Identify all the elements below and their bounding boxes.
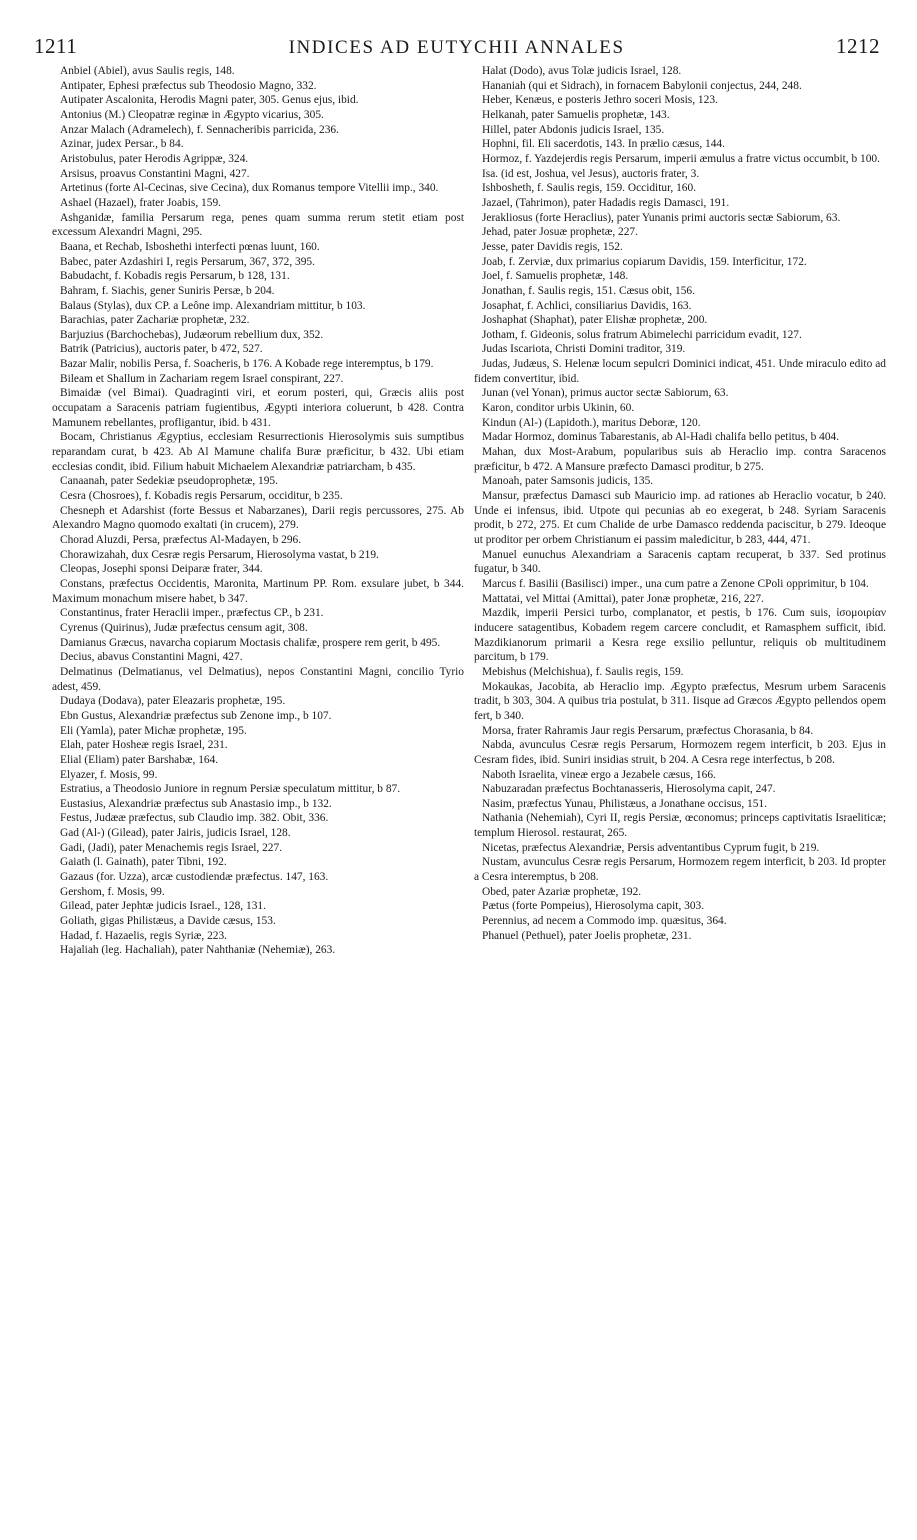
index-entry: Barjuzius (Barchochebas), Judæorum rebellium dux, 352. <box>60 328 324 341</box>
index-entry: Bileam et Shallum in Zachariam regem Israel conspirant, 227. <box>60 372 344 385</box>
index-entry: Elial (Eliam) pater Barshabæ, 164. <box>60 753 219 766</box>
right-page-number: 1212 <box>836 34 880 58</box>
index-entry: Azinar, judex Persar., b 84. <box>60 138 184 151</box>
index-entry: Hormoz, f. Yazdejerdis regis Persarum, imperii æmulus a fratre victus occumbit, b 100. <box>482 152 880 165</box>
index-entry: Manuel eunuchus Alexandriam a Saracenis captam recuperat, b 337. Sed protinus fugatur, b 340. <box>474 548 886 576</box>
index-entry: Gilead, pater Jephtæ judicis Israel., 128, 131. <box>60 900 266 913</box>
index-entry: Canaanah, pater Sedekiæ pseudoprophetæ, 195. <box>60 475 278 488</box>
index-entry: Constans, præfectus Occidentis, Maronita, Martinum PP. Rom. exsulare jubet, b 344. Maximum monachum misere habet, b 347. <box>52 577 464 605</box>
index-entry: Cesra (Chosroes), f. Kobadis regis Persarum, occiditur, b 235. <box>60 490 343 503</box>
index-entry: Mebishus (Melchishua), f. Saulis regis, 159. <box>482 665 684 678</box>
index-entry: Dudaya (Dodava), pater Eleazaris prophetæ, 195. <box>60 695 286 708</box>
index-entry: Mokaukas, Jacobita, ab Heraclio imp. Ægypto præfectus, Mesrum urbem Saracenis tradit, b 303, 304. A quibus tria postulat, b 311. Iisque ad Græcos Ægypto pellendos opem fert, b 340. <box>474 680 886 722</box>
index-entry: Elah, pater Hosheæ regis Israel, 231. <box>60 739 228 752</box>
index-entry: Eustasius, Alexandriæ præfectus sub Anastasio imp., b 132. <box>60 797 332 810</box>
index-entry: Bazar Malir, nobilis Persa, f. Soacheris, b 176. A Kobade rege interemptus, b 179. <box>60 358 434 371</box>
index-entry: Nabda, avunculus Cesræ regis Persarum, Hormozem regem interficit, b 203. Ejus in Cesram fides, ibid. Suniri insidias struit, b 204. A Cesra rege interfectus, b 208. <box>474 739 886 766</box>
index-entry: Damianus Græcus, navarcha copiarum Moctasis chalifæ, prospere rem gerit, b 495. <box>60 636 441 649</box>
index-entry: Heber, Kenæus, e posteris Jethro soceri Mosis, 123. <box>482 94 718 107</box>
index-entry: Elyazer, f. Mosis, 99. <box>60 768 158 781</box>
index-entry: Batrik (Patricius), auctoris pater, b 472, 527. <box>60 343 263 356</box>
index-entry: Baana, et Rechab, Isboshethi interfecti pœnas luunt, 160. <box>60 240 320 253</box>
index-entry: Gershom, f. Mosis, 99. <box>60 885 165 898</box>
index-entry: Josaphat, f. Achlici, consiliarius Davidis, 163. <box>482 299 692 312</box>
index-entry: Bahram, f. Siachis, gener Suniris Persæ, b 204. <box>60 284 275 297</box>
index-entry: Mahan, dux Most-Arabum, popularibus suis ab Heraclio imp. contra Saracenos præficitur, b 472. A Mansure præfecto Damasci proditur, b 275. <box>474 446 886 473</box>
index-entry: Hophni, fil. Eli sacerdotis, 143. In prælio cæsus, 144. <box>482 138 725 151</box>
index-entry: Junan (vel Yonan), primus auctor sectæ Sabiorum, 63. <box>482 387 729 400</box>
index-entry: Hillel, pater Abdonis judicis Israel, 135. <box>482 123 665 136</box>
index-entry: Morsa, frater Rahramis Jaur regis Persarum, præfectus Chorasania, b 84. <box>482 724 814 737</box>
index-entry: Goliath, gigas Philistæus, a Davide cæsus, 153. <box>60 915 276 928</box>
index-entry: Madar Hormoz, dominus Tabarestanis, ab Al-Hadi chalifa bello petitus, b 404. <box>482 431 840 444</box>
index-entry: Kindun (Al-) (Lapidoth.), maritus Deboræ, 120. <box>482 416 701 429</box>
index-entry: Nicetas, præfectus Alexandriæ, Persis adventantibus Cyprum fugit, b 219. <box>482 841 820 854</box>
index-entry: Karon, conditor urbis Ukinin, 60. <box>482 402 635 415</box>
index-entry: Jehad, pater Josuæ prophetæ, 227. <box>482 226 638 239</box>
index-entry: Estratius, a Theodosio Juniore in regnum Persiæ speculatum mittitur, b 87. <box>60 783 401 796</box>
index-entry: Joab, f. Zerviæ, dux primarius copiarum Davidis, 159. Interficitur, 172. <box>482 255 807 268</box>
index-entry: Judas, Judæus, S. Helenæ locum sepulcri Dominici indicat, 451. Unde miraculo edito ad fidem convertitur, ibid. <box>474 358 886 385</box>
index-entry: Manoah, pater Samsonis judicis, 135. <box>482 475 654 488</box>
index-entry: Cyrenus (Quirinus), Judæ præfectus censum agit, 308. <box>60 621 308 634</box>
index-entry: Hadad, f. Hazaelis, regis Syriæ, 223. <box>60 929 228 942</box>
index-entry: Ishbosheth, f. Saulis regis, 159. Occiditur, 160. <box>482 182 697 195</box>
index-entry: Obed, pater Azariæ prophetæ, 192. <box>482 885 642 898</box>
index-entry: Helkanah, pater Samuelis prophetæ, 143. <box>482 108 670 121</box>
index-entry: Jonathan, f. Saulis regis, 151. Cæsus obit, 156. <box>482 284 695 297</box>
index-entry: Babudacht, f. Kobadis regis Persarum, b 128, 131. <box>60 270 290 283</box>
index-entry: Bimaidæ (vel Bimai). Quadraginti viri, et eorum posteri, qui, Græcis aliis post occupatam a Saracenis patriam fugientibus, Ægypti interiora coluerunt, b 428. Contra Mamunem rebellantes, profligantur, ibid. b 431. <box>52 387 464 429</box>
index-entry: Bocam, Christianus Ægyptius, ecclesiam Resurrectionis Hierosolymis suis sumptibus reparandam curat, b 423. Ab Al Mamune chalifa Buræ præficitur, b 432. Ubi etiam ecclesias condit, ibid. Filium habuit Michaelem Alexandriæ patriarcham, b 435. <box>52 431 464 473</box>
index-entry: Gaiath (l. Gainath), pater Tibni, 192. <box>60 856 227 869</box>
index-entry: Naboth Israelita, vineæ ergo a Jezabele cæsus, 166. <box>482 768 716 781</box>
index-entry: Chorad Aluzdi, Persa, præfectus Al-Madayen, b 296. <box>60 534 302 546</box>
index-entry: Nathania (Nehemiah), Cyri II, regis Persiæ, œconomus; princeps captivitatis Israeliticæ; templum Hierosol. restaurat, 265. <box>474 812 886 840</box>
index-entry: Decius, abavus Constantini Magni, 427. <box>60 651 243 664</box>
index-entry: Phanuel (Pethuel), pater Joelis prophetæ, 231. <box>482 929 692 942</box>
index-entry: Isa. (id est, Joshua, vel Jesus), auctoris frater, 3. <box>482 167 700 180</box>
index-entry: Gazaus (for. Uzza), arcæ custodiendæ præfectus. 147, 163. <box>60 871 329 884</box>
index-entry: Antonius (M.) Cleopatræ reginæ in Ægypto vicarius, 305. <box>60 108 324 121</box>
index-entry: Cleopas, Josephi sponsi Deiparæ frater, 344. <box>60 563 263 576</box>
index-entry: Halat (Dodo), avus Tolæ judicis Israel, 128. <box>482 65 682 77</box>
index-entry: Gadi, (Jadi), pater Menachemis regis Israel, 227. <box>60 841 283 854</box>
index-entry: Ashael (Hazael), frater Joabis, 159. <box>60 196 221 209</box>
index-entry: Hananiah (qui et Sidrach), in fornacem Babylonii conjectus, 244, 248. <box>482 79 802 92</box>
index-entry: Mattatai, vel Mittai (Amittai), pater Jonæ prophetæ, 216, 227. <box>482 592 764 605</box>
index-entry: Nasim, præfectus Yunau, Philistæus, a Jonathane occisus, 151. <box>482 797 767 810</box>
index-entry: Jotham, f. Gideonis, solus fratrum Abimelechi parricidum evadit, 127. <box>482 328 802 341</box>
page-title: INDICES AD EUTYCHII ANNALES <box>288 37 625 58</box>
index-entry: Chesneph et Adarshist (forte Bessus et Nabarzanes), Darii regis percussores, 275. Ab Alexandro Magno quomodo exaltati (in crucem), 279. <box>52 504 464 532</box>
index-entry: Marcus f. Basilii (Basilisci) imper., una cum patre a Zenone CPoli opprimitur, b 104. <box>482 577 869 590</box>
right-index-column <box>474 64 886 1464</box>
index-entry: Constantinus, frater Heraclii imper., præfectus CP., b 231. <box>60 607 324 620</box>
index-entry: Ashganidæ, familia Persarum rega, penes quam summa rerum stetit etiam post excessum Alexandri Magni, 295. <box>52 211 464 239</box>
index-entry: Nustam, avunculus Cesræ regis Persarum, Hormozem regem interficit, b 203. Id propter a Cesra interemptus, b 208. <box>474 856 886 884</box>
index-entry: Judas Iscariota, Christi Domini traditor, 319. <box>482 343 686 356</box>
left-index-column <box>52 64 464 1464</box>
index-entry: Aristobulus, pater Herodis Agrippæ, 324. <box>60 152 249 165</box>
left-page-number: 1211 <box>34 34 78 58</box>
index-entry: Antipater, Ephesi præfectus sub Theodosio Magno, 332. <box>60 79 317 92</box>
index-entry: Hajaliah (leg. Hachaliah), pater Nahthaniæ (Nehemiæ), 263. <box>60 944 336 957</box>
index-entry: Festus, Judææ præfectus, sub Claudio imp. 382. Obit, 336. <box>60 812 329 825</box>
index-entry: Jerakliosus (forte Heraclius), pater Yunanis primi auctoris sectæ Sabiorum, 63. <box>482 211 841 224</box>
index-entry: Nabuzaradan præfectus Bochtanasseris, Hierosolyma capit, 247. <box>482 783 776 796</box>
index-entry: Ebn Gustus, Alexandriæ præfectus sub Zenone imp., b 107. <box>60 709 332 722</box>
index-entry: Joshaphat (Shaphat), pater Elishæ prophetæ, 200. <box>482 314 708 327</box>
index-entry: Delmatinus (Delmatianus, vel Delmatius), nepos Constantini Magni, concilio Tyrio adest, 459. <box>52 665 464 693</box>
index-entry: Barachias, pater Zachariæ prophetæ, 232. <box>60 314 250 327</box>
index-entry: Jazael, (Tahrimon), pater Hadadis regis Damasci, 191. <box>482 196 730 209</box>
index-entry: Gad (Al-) (Gilead), pater Jairis, judicis Israel, 128. <box>60 827 291 840</box>
index-entry: Anzar Malach (Adramelech), f. Sennacheribis parricida, 236. <box>60 123 339 136</box>
index-entry: Mansur, præfectus Damasci sub Mauricio imp. ad rationes ab Heraclio vocatur, b 240. Unde ei infensus, ibid. Utpote qui pecunias ab eo exegerat, b 248. Syriam Saracenis prodit, b 272, 275. Et cum Chalide de urbe Damasco reddenda paciscitur, b 279. Ideoque ut proditor per orbem Christianum ei passim maledicitur, b 283, 444, 471. <box>474 490 886 546</box>
index-entry: Jesse, pater Davidis regis, 152. <box>482 240 623 253</box>
index-entry: Anbiel (Abiel), avus Saulis regis, 148. <box>60 65 235 77</box>
index-entry: Artetinus (forte Al-Cecinas, sive Cecina), dux Romanus tempore Vitellii imp., 340. <box>60 182 439 195</box>
index-entry: Balaus (Stylas), dux CP. a Leône imp. Alexandriam mittitur, b 103. <box>60 299 366 312</box>
index-entry: Pætus (forte Pompeius), Hierosolyma capit, 303. <box>482 900 705 913</box>
index-entry: Mazdik, imperii Persici turbo, complanator, et pestis, b 176. Cum suis, ἰσομοιρίαν inducere satagentibus, Kobadem regem carcere concludit, et Ramasphem sufficit, ibid. Mazdikianorum primarii a Kesra rege exsilio pelluntur, reliquis ob multitudinem parcitum, b 179. <box>474 607 886 664</box>
index-entry: Perennius, ad necem a Commodo imp. quæsitus, 364. <box>482 915 727 928</box>
index-entry: Babec, pater Azdashiri I, regis Persarum, 367, 372, 395. <box>60 255 315 268</box>
index-entry: Eli (Yamla), pater Michæ prophetæ, 195. <box>60 724 247 737</box>
index-entry: Autipater Ascalonita, Herodis Magni pater, 305. Genus ejus, ibid. <box>60 94 359 107</box>
index-entry: Chorawizahah, dux Cesræ regis Persarum, Hierosolyma vastat, b 219. <box>60 548 379 561</box>
index-entry: Arsisus, proavus Constantini Magni, 427. <box>60 167 250 180</box>
index-entry: Joel, f. Samuelis prophetæ, 148. <box>482 270 629 283</box>
running-header <box>34 34 880 60</box>
